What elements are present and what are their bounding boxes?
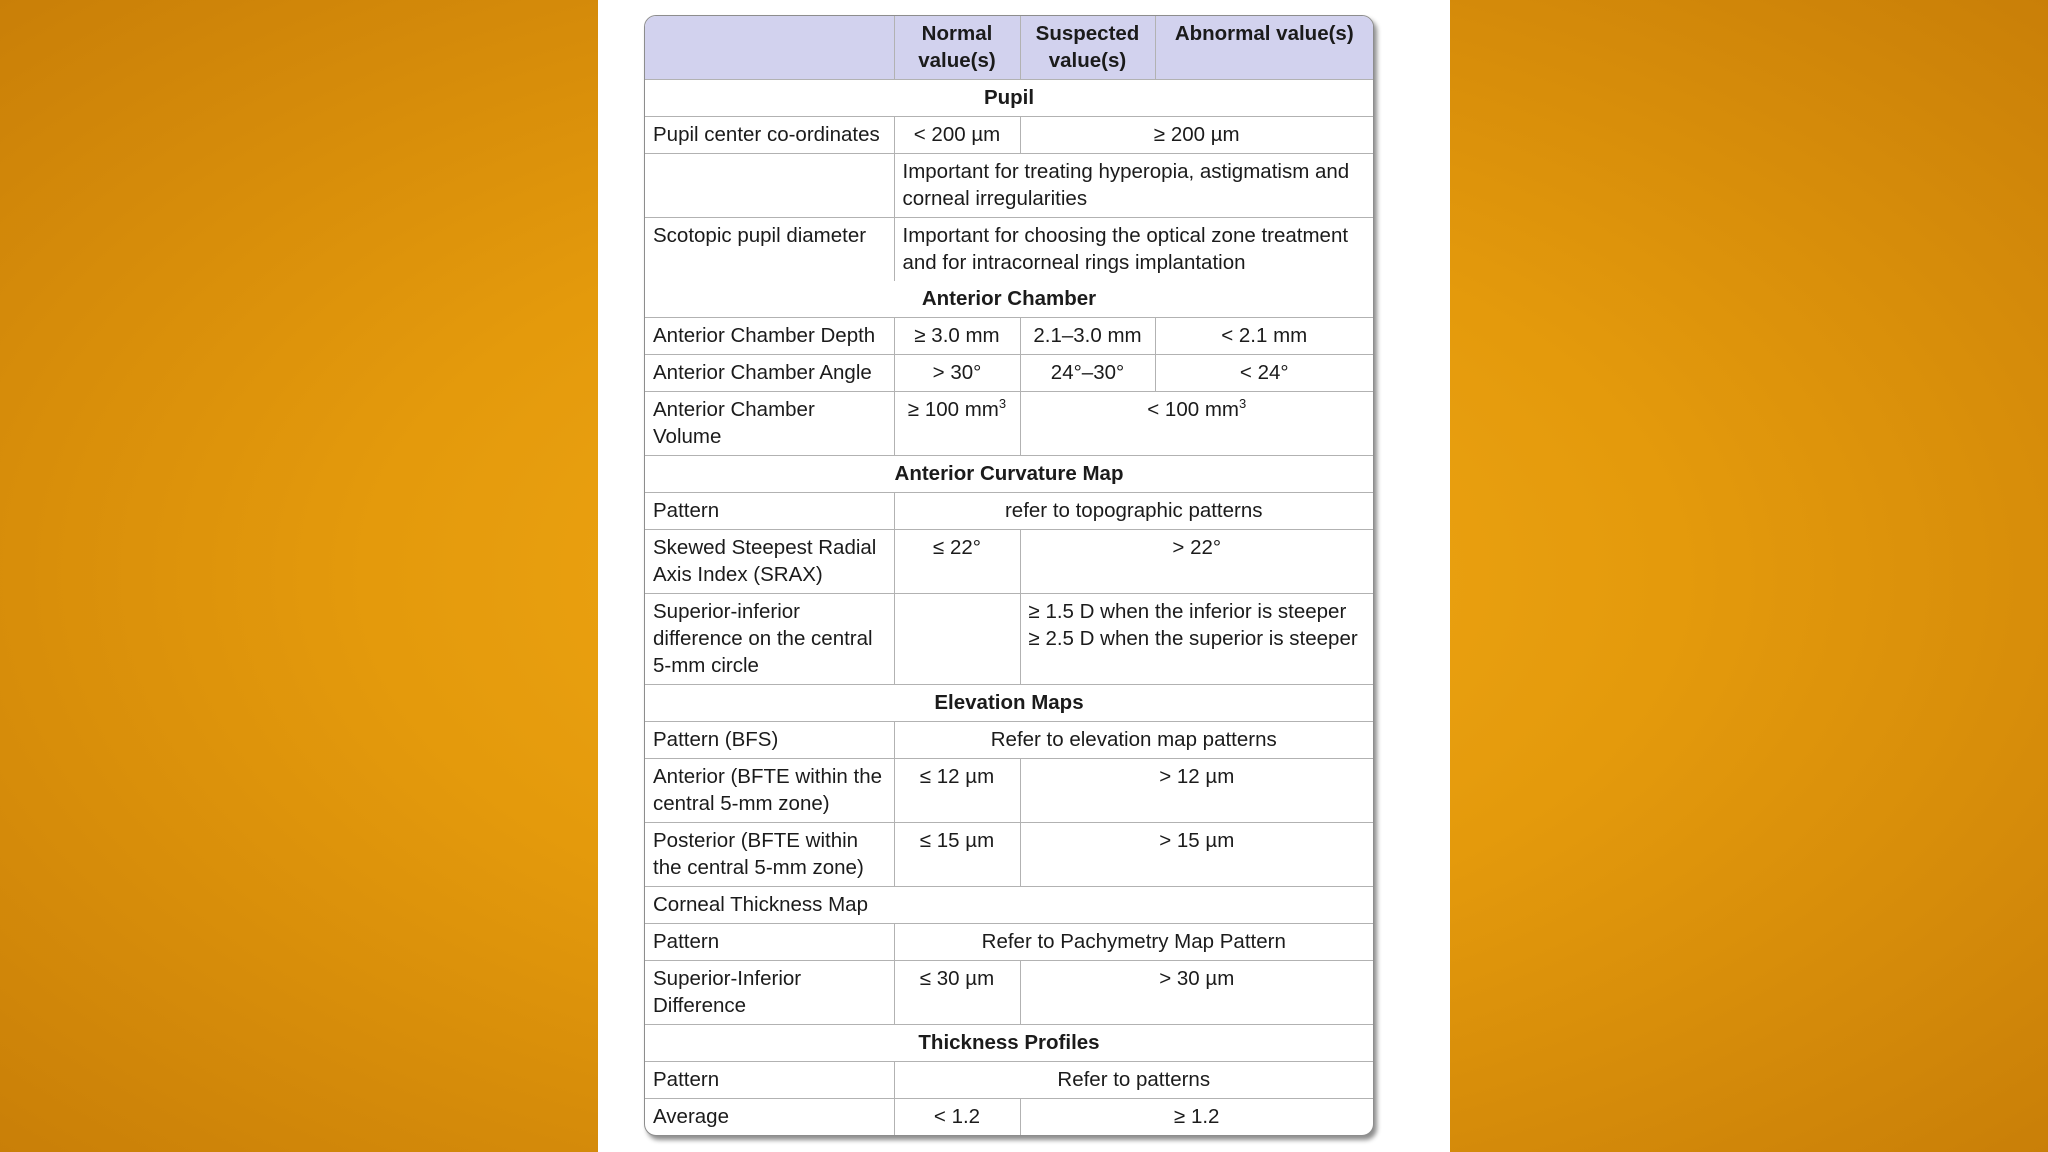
normal-value: ≤ 15 µm [894, 823, 1020, 887]
table-row [645, 1062, 1373, 1099]
table-row [645, 961, 1373, 1025]
section-row-thickness-profiles [645, 1025, 1373, 1062]
abnormal-value: > 15 µm [1020, 823, 1373, 887]
header-normal: Normal value(s) [894, 16, 1020, 80]
table-row [645, 924, 1373, 961]
table-row [645, 218, 1373, 282]
table-row [645, 759, 1373, 823]
section-row-elevation [645, 685, 1373, 722]
table-row [645, 594, 1373, 685]
normal-value: ≤ 30 µm [894, 961, 1020, 1025]
normal-value [894, 392, 1020, 456]
row-label: Anterior Chamber Angle [645, 355, 894, 392]
note-text: Refer to patterns [894, 1062, 1373, 1099]
row-label: Pattern [645, 493, 894, 530]
abnormal-value: < 24° [1155, 355, 1373, 392]
abnormal-value [1020, 594, 1373, 685]
normal-value-empty [894, 594, 1020, 685]
normal-value: ≥ 3.0 mm [894, 318, 1020, 355]
table-row [645, 392, 1373, 456]
abnormal-value: > 30 µm [1020, 961, 1373, 1025]
table-row [645, 1099, 1373, 1136]
section-title: Corneal Thickness Map [645, 887, 1373, 924]
table-row [645, 530, 1373, 594]
normal-value: > 30° [894, 355, 1020, 392]
abnormal-line: ≥ 2.5 D when the superior is steeper [1028, 627, 1358, 650]
abnormal-value: ≥ 200 µm [1020, 117, 1373, 154]
section-row-anterior-chamber [645, 281, 1373, 318]
section-title: Elevation Maps [645, 685, 1373, 722]
table-header-row [645, 16, 1373, 80]
table-row [645, 318, 1373, 355]
normal-value: ≤ 22° [894, 530, 1020, 594]
suspected-value: 24°–30° [1020, 355, 1155, 392]
note-text: Important for treating hyperopia, astigmatism and corneal irregularities [894, 154, 1373, 218]
row-label: Scotopic pupil diameter [645, 218, 894, 282]
note-text: Refer to Pachymetry Map Pattern [894, 924, 1373, 961]
note-text: Important for choosing the optical zone treatment and for intracorneal rings implantation [894, 218, 1373, 282]
abnormal-value [1020, 392, 1373, 456]
row-label: Anterior Chamber Volume [645, 392, 894, 456]
section-row-pupil [645, 80, 1373, 117]
section-row-corneal-thickness [645, 887, 1373, 924]
header-parameter [645, 16, 894, 80]
section-row-anterior-curvature [645, 456, 1373, 493]
suspected-value: 2.1–3.0 mm [1020, 318, 1155, 355]
row-label: Pattern [645, 924, 894, 961]
row-label: Pattern (BFS) [645, 722, 894, 759]
table-row [645, 823, 1373, 887]
section-title: Anterior Curvature Map [645, 456, 1373, 493]
value-text: ≥ 100 mm [907, 398, 999, 421]
section-title: Anterior Chamber [645, 281, 1373, 318]
abnormal-value: > 22° [1020, 530, 1373, 594]
row-label: Skewed Steepest Radial Axis Index (SRAX) [645, 530, 894, 594]
section-title: Pupil [645, 80, 1373, 117]
row-label: Anterior (BFTE within the central 5-mm zone) [645, 759, 894, 823]
row-label: Superior-inferior difference on the central 5-mm circle [645, 594, 894, 685]
abnormal-value: ≥ 1.2 [1020, 1099, 1373, 1136]
table-row [645, 154, 1373, 218]
normal-value: < 200 µm [894, 117, 1020, 154]
table-row [645, 493, 1373, 530]
value-text: < 100 mm [1147, 398, 1239, 421]
row-label-empty [645, 154, 894, 218]
table-row [645, 117, 1373, 154]
normal-value: ≤ 12 µm [894, 759, 1020, 823]
table-row [645, 722, 1373, 759]
note-text: Refer to elevation map patterns [894, 722, 1373, 759]
row-label: Pupil center co-ordinates [645, 117, 894, 154]
reference-values-table [644, 15, 1374, 1136]
table-row [645, 355, 1373, 392]
row-label: Average [645, 1099, 894, 1136]
row-label: Superior-Inferior Difference [645, 961, 894, 1025]
section-title: Thickness Profiles [645, 1025, 1373, 1062]
row-label: Pattern [645, 1062, 894, 1099]
row-label: Anterior Chamber Depth [645, 318, 894, 355]
exponent: 3 [1239, 396, 1247, 411]
header-suspected: Suspected value(s) [1020, 16, 1155, 80]
abnormal-value: > 12 µm [1020, 759, 1373, 823]
normal-value: < 1.2 [894, 1099, 1020, 1136]
row-label: Posterior (BFTE within the central 5-mm zone) [645, 823, 894, 887]
abnormal-line: ≥ 1.5 D when the inferior is steeper [1028, 600, 1347, 623]
abnormal-value: < 2.1 mm [1155, 318, 1373, 355]
note-text: refer to topographic patterns [894, 493, 1373, 530]
exponent: 3 [998, 396, 1007, 411]
header-abnormal: Abnormal value(s) [1155, 16, 1373, 80]
